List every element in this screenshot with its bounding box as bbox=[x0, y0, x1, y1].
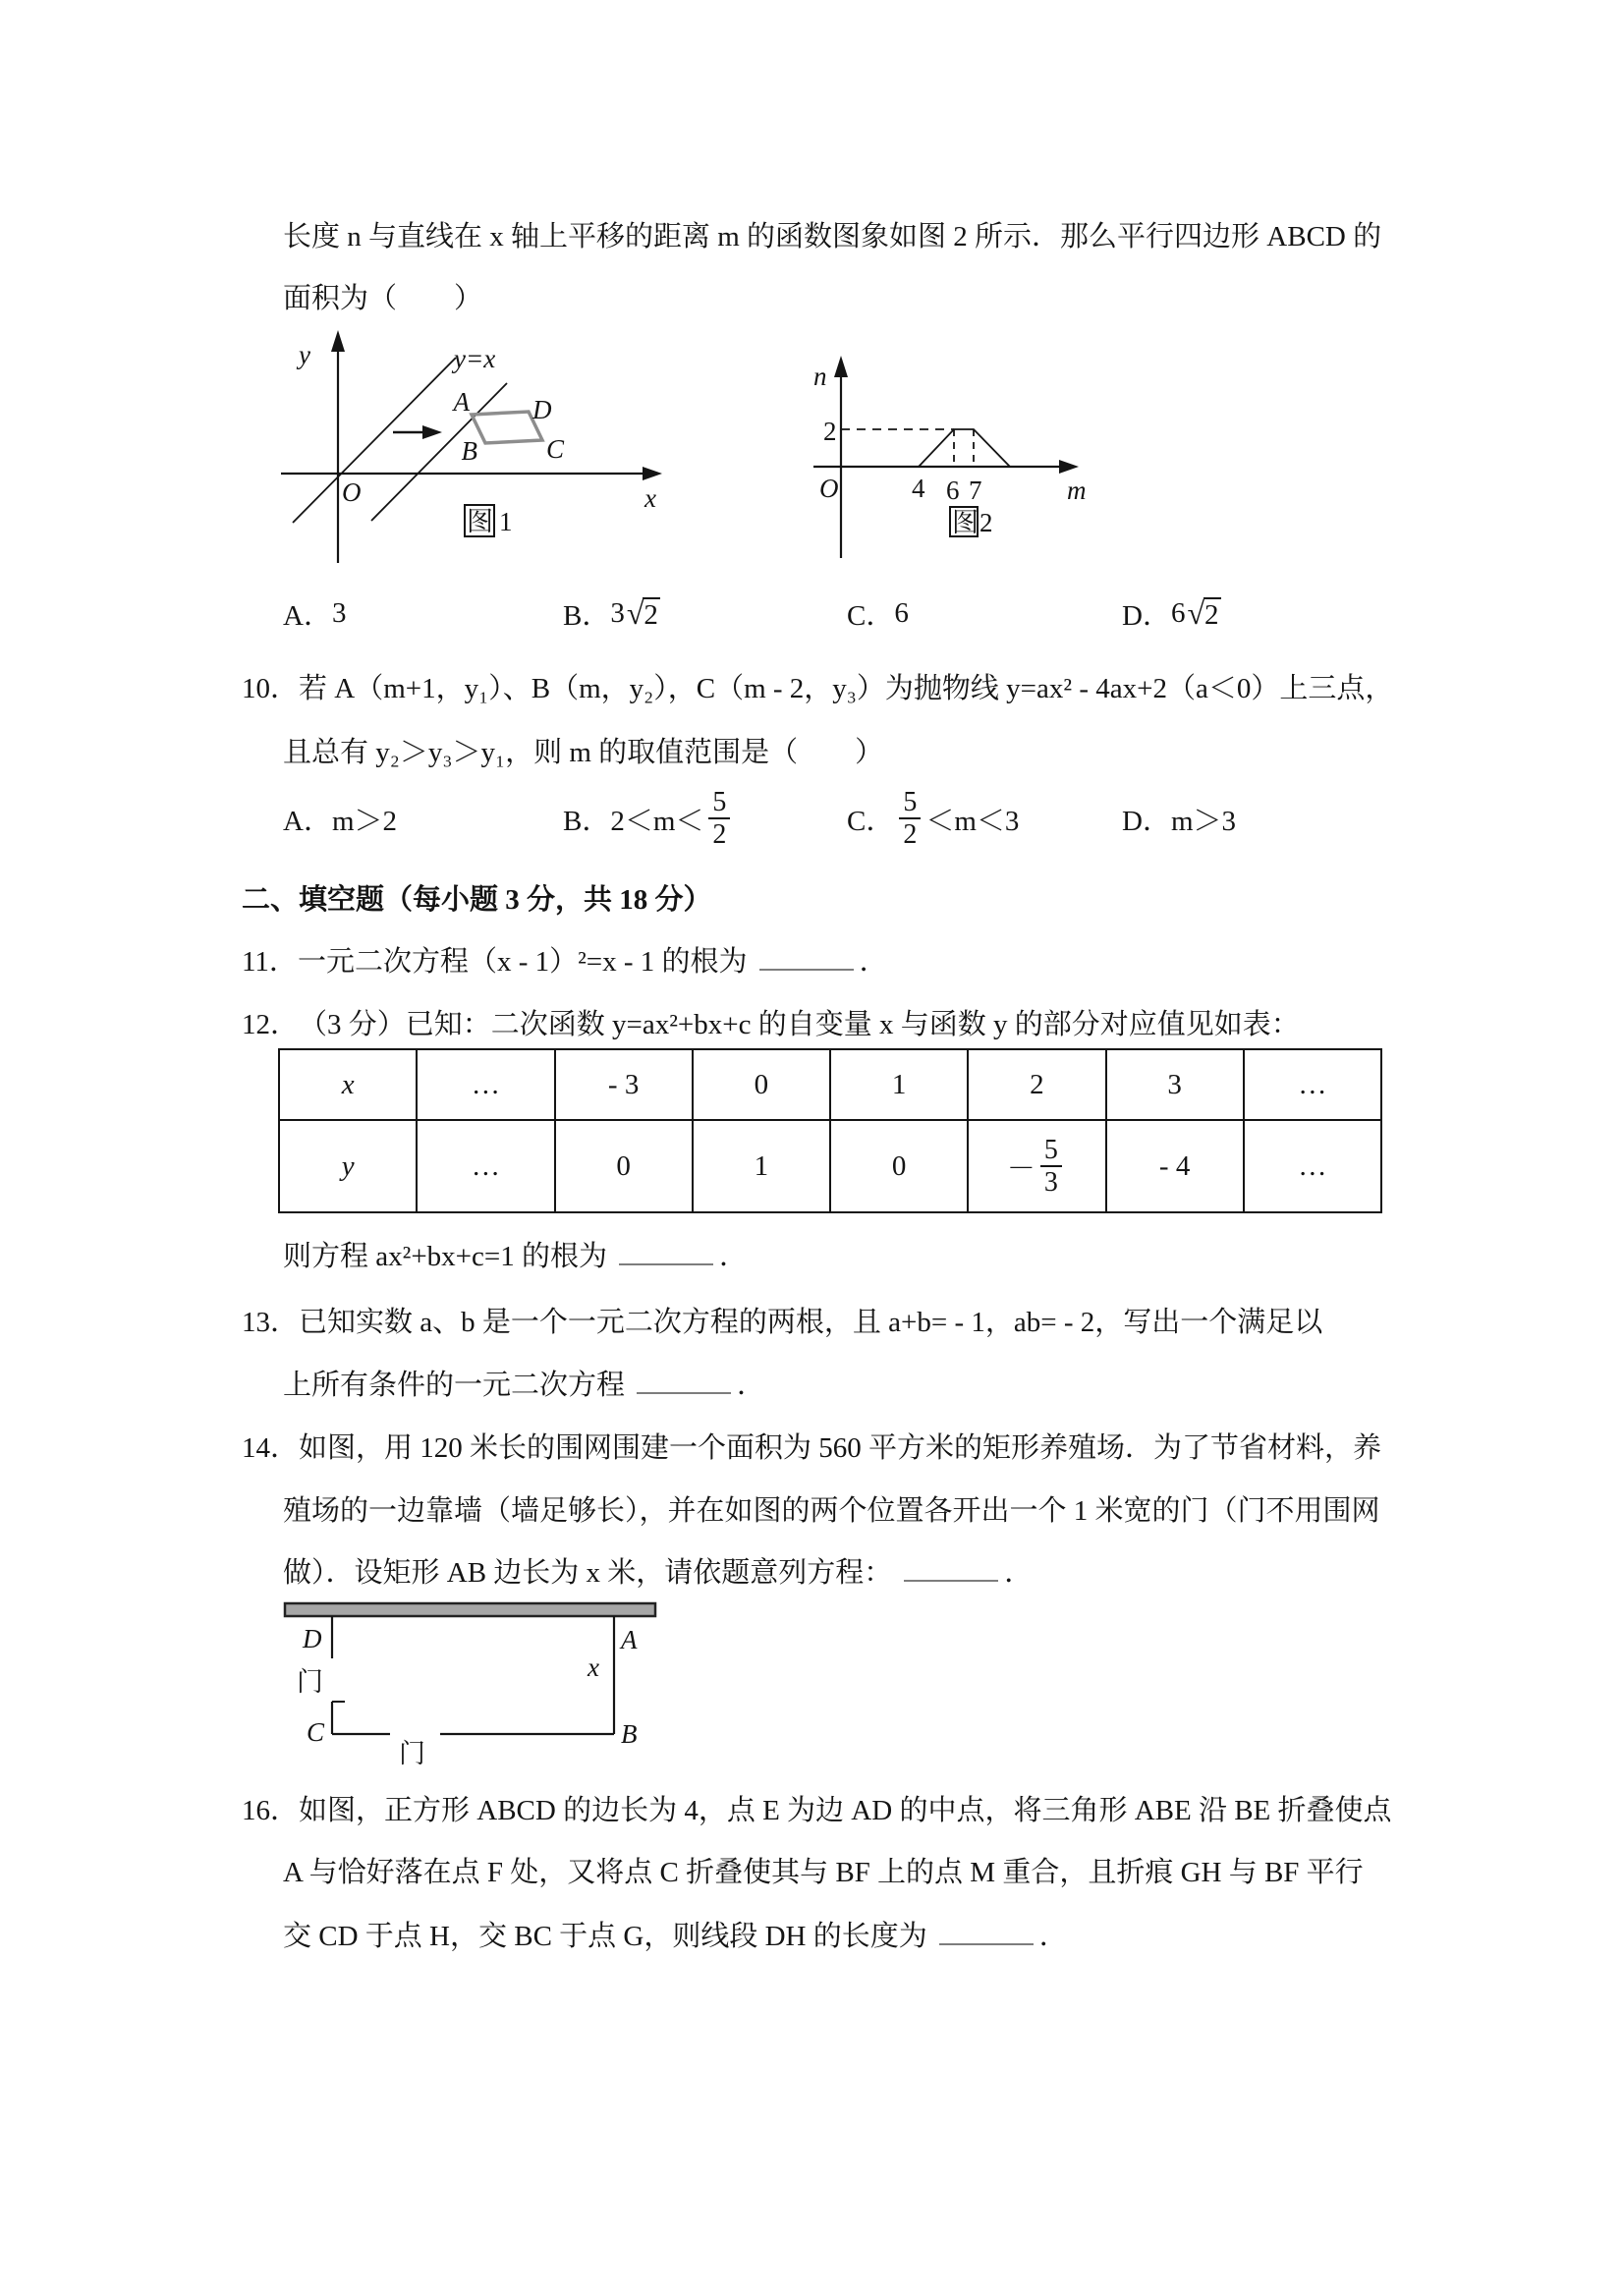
fig1-caption-char: 图 bbox=[467, 507, 493, 536]
radical-icon: √ bbox=[1187, 595, 1205, 631]
answer-blank bbox=[939, 1935, 1034, 1945]
fraction: $\frac{5}{2}$ bbox=[708, 787, 730, 851]
q14-line-1: 14．如图，用 120 米长的围网围建一个面积为 560 平方米的矩形养殖场．为了节省材料，养 bbox=[242, 1432, 1382, 1464]
q9-option-d: D． 6 √ 2 bbox=[1122, 595, 1219, 632]
q10-line-2: 且总有 y₂＞y₃＞y₁，则 m 的取值范围是（ ） bbox=[283, 737, 884, 768]
fig1-origin-label: O bbox=[342, 477, 362, 507]
q10-option-d: D． m＞3 bbox=[1122, 805, 1237, 837]
q9-option-b: B． 3 √ 2 bbox=[563, 595, 658, 632]
q16-line-3: 交 CD 于点 H，交 BC 于点 G，则线段 DH 的长度为 ． bbox=[283, 1921, 1068, 1952]
wall bbox=[285, 1603, 655, 1616]
fig2-tick-2: 2 bbox=[823, 417, 837, 446]
q9-options-row bbox=[0, 593, 1623, 641]
q13-line-1: 13．已知实数 a、b 是一个一元二次方程的两根，且 a+b= - 1，ab= - 2，写出一个满足以 bbox=[242, 1307, 1323, 1338]
q16-line-1: 16．如图，正方形 ABCD 的边长为 4，点 E 为边 AD 的中点，将三角形 ABE 沿 BE 折叠使点 bbox=[242, 1795, 1392, 1826]
fig2-function-curve bbox=[919, 429, 1010, 467]
fig1-y-label: y bbox=[299, 340, 310, 369]
fig2-tick-7: 7 bbox=[969, 476, 982, 505]
answer-blank bbox=[637, 1384, 731, 1394]
q10-option-b: B． 2＜m＜ $\frac{5}{2}$ bbox=[563, 777, 735, 860]
fig1-vertex-c: C bbox=[546, 434, 565, 464]
fig2-n-label: n bbox=[813, 362, 827, 391]
q9-option-a: A． 3 bbox=[283, 597, 347, 632]
fig1-y-arrowhead bbox=[331, 330, 345, 352]
fig2-tick-6: 6 bbox=[946, 476, 960, 505]
fraction-cell: － $\frac{5}{3}$ bbox=[968, 1120, 1105, 1212]
fig2-caption-num: 2 bbox=[979, 508, 993, 537]
q12-table-wrap bbox=[278, 1048, 1382, 1213]
fig2-caption-char: 图 bbox=[952, 508, 979, 537]
fig1-vertex-d: D bbox=[532, 395, 552, 424]
fig1-x-label: x bbox=[644, 483, 656, 513]
q16-line-2: A 与恰好落在点 F 处，又将点 C 折叠使其与 BF 上的点 M 重合，且折痕 GH 与 BF 平行 bbox=[283, 1857, 1364, 1888]
q11-line: 11．一元二次方程（x - 1）²=x - 1 的根为 ． bbox=[242, 946, 888, 978]
fig14-vertex-a: A bbox=[621, 1625, 638, 1654]
figure-2 bbox=[774, 324, 1167, 570]
q10-line-1: 10．若 A（m+1，y₁）、B（m，y₂），C（m - 2，y₃）为抛物线 y=ax² - 4ax+2（a＜0）上三点， bbox=[242, 673, 1394, 704]
q9-option-c: C． 6 bbox=[847, 597, 909, 632]
fig14-vertex-c: C bbox=[307, 1717, 325, 1747]
fig2-n-arrowhead bbox=[834, 356, 848, 377]
figure-q14 bbox=[224, 1599, 715, 1781]
q14-line-3: 做）．设矩形 AB 边长为 x 米，请依题意列方程： ． bbox=[283, 1557, 1034, 1589]
fig14-vertex-d: D bbox=[303, 1624, 322, 1653]
fig2-tick-4: 4 bbox=[912, 474, 925, 503]
fig2-m-arrowhead bbox=[1059, 460, 1079, 474]
table-row-x: x … - 3 0 1 2 3 … bbox=[279, 1049, 1381, 1120]
q9-line-2: 面积为（ ） bbox=[283, 283, 483, 314]
q9-line-1: 长度 n 与直线在 x 轴上平移的距离 m 的函数图象如图 2 所示．那么平行四边形 ABCD 的 bbox=[283, 221, 1382, 252]
sqrt-expression: √ 2 bbox=[626, 595, 658, 631]
fig2-origin-label: O bbox=[819, 474, 839, 503]
q12-value-table bbox=[278, 1048, 1382, 1213]
fig1-translated-line bbox=[371, 383, 507, 521]
fraction: $\frac{5}{2}$ bbox=[899, 787, 921, 851]
fig14-door-left-label: 门 bbox=[297, 1667, 323, 1697]
answer-blank bbox=[619, 1256, 713, 1265]
section-2-header: 二、填空题（每小题 3 分，共 18 分） bbox=[242, 884, 712, 916]
fig2-m-label: m bbox=[1067, 476, 1087, 505]
fig1-caption-num: 1 bbox=[499, 507, 513, 536]
fig1-vertex-b: B bbox=[461, 436, 477, 466]
fig1-x-arrowhead bbox=[643, 467, 662, 480]
q12-line: 12．（3 分）已知：二次函数 y=ax²+bx+c 的自变量 x 与函数 y 的部分对应值见如表： bbox=[242, 1009, 1300, 1040]
table-row-y: y … 0 1 0 － $\frac{5}{3}$ - 4 … bbox=[279, 1120, 1381, 1212]
q10-option-c: C． $\frac{5}{2}$ ＜m＜3 bbox=[847, 786, 1020, 850]
q14-line-2: 殖场的一边靠墙（墙足够长），并在如图的两个位置各开出一个 1 米宽的门（门不用围网 bbox=[283, 1495, 1380, 1527]
fig1-vertex-a: A bbox=[453, 387, 470, 417]
fraction: $\frac{5}{3}$ bbox=[1040, 1135, 1062, 1199]
q10-options-row bbox=[0, 777, 1623, 860]
figure-1 bbox=[257, 324, 700, 570]
radical-icon: √ bbox=[626, 595, 644, 631]
fig14-door-bottom-label: 门 bbox=[399, 1739, 425, 1768]
fig1-shift-arrowhead bbox=[422, 425, 442, 439]
fig14-x-label: x bbox=[588, 1652, 599, 1682]
fig1-line-label: y=x bbox=[454, 344, 496, 373]
sqrt-expression: √ 2 bbox=[1187, 595, 1219, 631]
answer-blank bbox=[904, 1572, 998, 1582]
q12-after-line: 则方程 ax²+bx+c=1 的根为 ． bbox=[283, 1241, 749, 1272]
fig1-line-y-equals-x bbox=[293, 358, 456, 523]
answer-blank bbox=[759, 961, 854, 971]
q10-option-a: A． m＞2 bbox=[283, 805, 398, 837]
q13-line-2: 上所有条件的一元二次方程 ． bbox=[283, 1370, 766, 1401]
fig14-vertex-b: B bbox=[621, 1719, 638, 1749]
